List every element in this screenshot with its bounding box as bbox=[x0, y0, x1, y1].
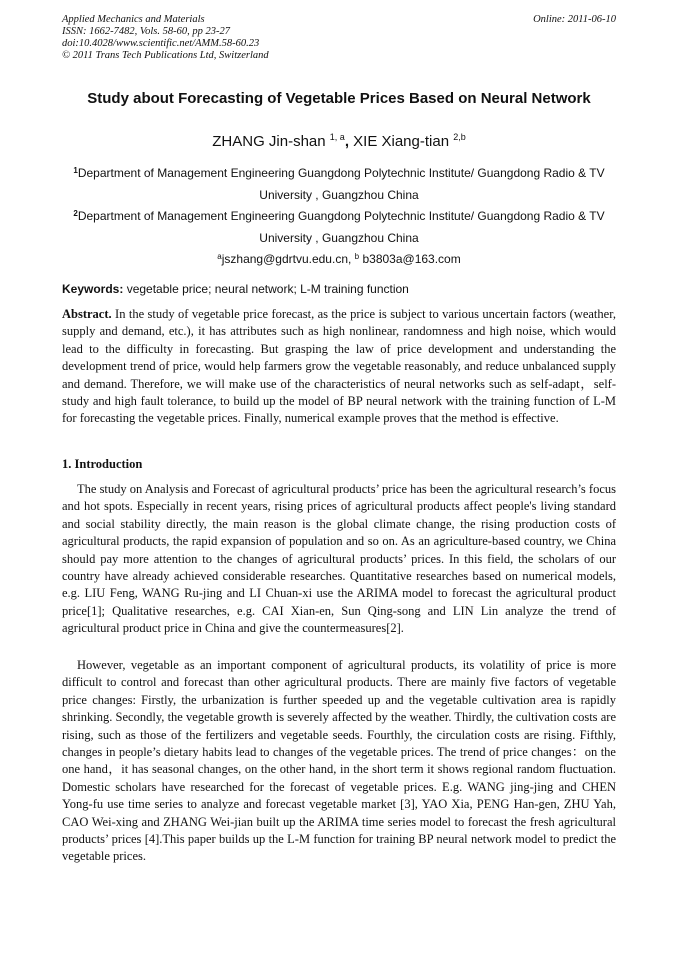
author-line bbox=[0, 132, 678, 150]
keywords-label: Keywords: bbox=[62, 282, 124, 296]
section-heading-introduction: 1. Introduction bbox=[62, 457, 143, 471]
issn-line: ISSN: 1662-7482, Vols. 58-60, pp 23-27 bbox=[62, 26, 230, 37]
doi-line: doi:10.4028/www.scientific.net/AMM.58-60.23 bbox=[62, 38, 260, 49]
affiliation-text: Department of Management Engineering Guangdong Polytechnic Institute/ Guangdong Radio & TV University , Guangzhou China bbox=[77, 209, 605, 245]
email-link[interactable]: b3803a@163.com bbox=[362, 252, 461, 266]
intro-paragraph: However, vegetable as an important component of agricultural products, its volatility of price is more difficult to control and forecast than other agricultural products. There are mainly five factors of vegetable price changes: Firstly, the urbanization is further speeded up and the vegetable cultivation area is rapidly shrinking. Secondly, the vegetable growth is severely affected by the weather. Thirdly, the cultivation costs are rising, such as those of the fertilizers and vegetable seeds. Fourthly, the circulation costs are rising. Fifthly, changes in people’s dietary habits lead to changes of the vegetable prices. The trend of price changes：on the one hand，it has seasonal changes, on the other hand, in the short term it shows regional random fluctuation. Domestic scholars have researched for the forecast of vegetable prices. E.g. WANG jing-jing and CHEN Yong-fu use time series to analyze and forecast vegetable market [3], YAO Xia, PENG Han-gen, ZHU Yah, CAO Wei-xing and ZHANG Wei-jian built up the ARIMA time series model to forecast the fresh agricultural products’ prices [4].This paper builds up the L-M function for training BP neural network model to predict the vegetable prices. bbox=[62, 658, 616, 864]
author-name: ZHANG Jin-shan bbox=[212, 133, 326, 150]
affiliation-text: Department of Management Engineering Guangdong Polytechnic Institute/ Guangdong Radio & TV University , Guangzhou China bbox=[77, 166, 605, 202]
author-separator: , bbox=[344, 133, 349, 150]
affiliation bbox=[62, 160, 616, 206]
affiliation bbox=[62, 203, 616, 249]
email-marker: b bbox=[354, 252, 360, 261]
keywords bbox=[62, 282, 616, 296]
author-affiliation-marker: 2,b bbox=[453, 132, 466, 142]
author-emails bbox=[0, 252, 678, 266]
copyright-line: © 2011 Trans Tech Publications Ltd, Switzerland bbox=[62, 50, 269, 61]
email-marker: a bbox=[217, 252, 222, 261]
intro-paragraph: The study on Analysis and Forecast of agricultural products’ price has been the agricultural research’s focus and hot spots. Especially in recent years, rising prices of agricultural products affect people's living standard and social stability directly, the main reason is the global climate change, the rising production costs of agricultural products, the rapid expansion of population and so on. As an agriculture-based country, we China should pay more attention to the changes of agricultural products’ prices. In this field, the scholars of our country have already achieved considerable researches. Quantitative researches based on numerical models, e.g. LIU Feng, WANG Ru-jing and LI Chuan-xi use the ARIMA model to forecast the agricultural product price[1]; Qualitative researches, e.g. CAI Xian-en, Sun Qing-song and LIN Lin analyze the trend of agricultural product price in China and give the countermeasures[2]. bbox=[62, 482, 616, 636]
email-link[interactable]: jszhang@gdrtvu.edu.cn, bbox=[221, 252, 352, 266]
abstract-label: Abstract. bbox=[62, 307, 112, 321]
author-affiliation-marker: 1, a bbox=[329, 132, 345, 142]
paper-title: Study about Forecasting of Vegetable Prices Based on Neural Network bbox=[87, 90, 591, 107]
abstract-text: In the study of vegetable price forecast, as the price is subject to various uncertain factors (weather, supply and demand, etc.), it has attributes such as high nonlinear, randomness and high noise, which would lead to the difficulty in forecasting. But grasping the law of price development and understanding the development trend of price, would help farmers grow the vegetable reasonably, and reduce unbalanced supply and demand. Therefore, we will make use of the characteristics of neural networks such as self-adapt，self-study and high fault tolerance, to build up the model of BP neural network with the training function of L-M for forecasting the vegetable prices. Finally, numerical example proves that the method is effective. bbox=[62, 307, 616, 426]
keywords-text: vegetable price; neural network; L-M training function bbox=[126, 282, 409, 296]
affiliation-marker: 1 bbox=[73, 166, 78, 175]
abstract bbox=[62, 306, 616, 428]
author-name: XIE Xiang-tian bbox=[353, 133, 450, 150]
online-date: Online: 2011-06-10 bbox=[533, 14, 616, 25]
journal-header bbox=[62, 14, 269, 62]
journal-name: Applied Mechanics and Materials bbox=[62, 14, 205, 25]
affiliation-marker: 2 bbox=[73, 209, 78, 218]
